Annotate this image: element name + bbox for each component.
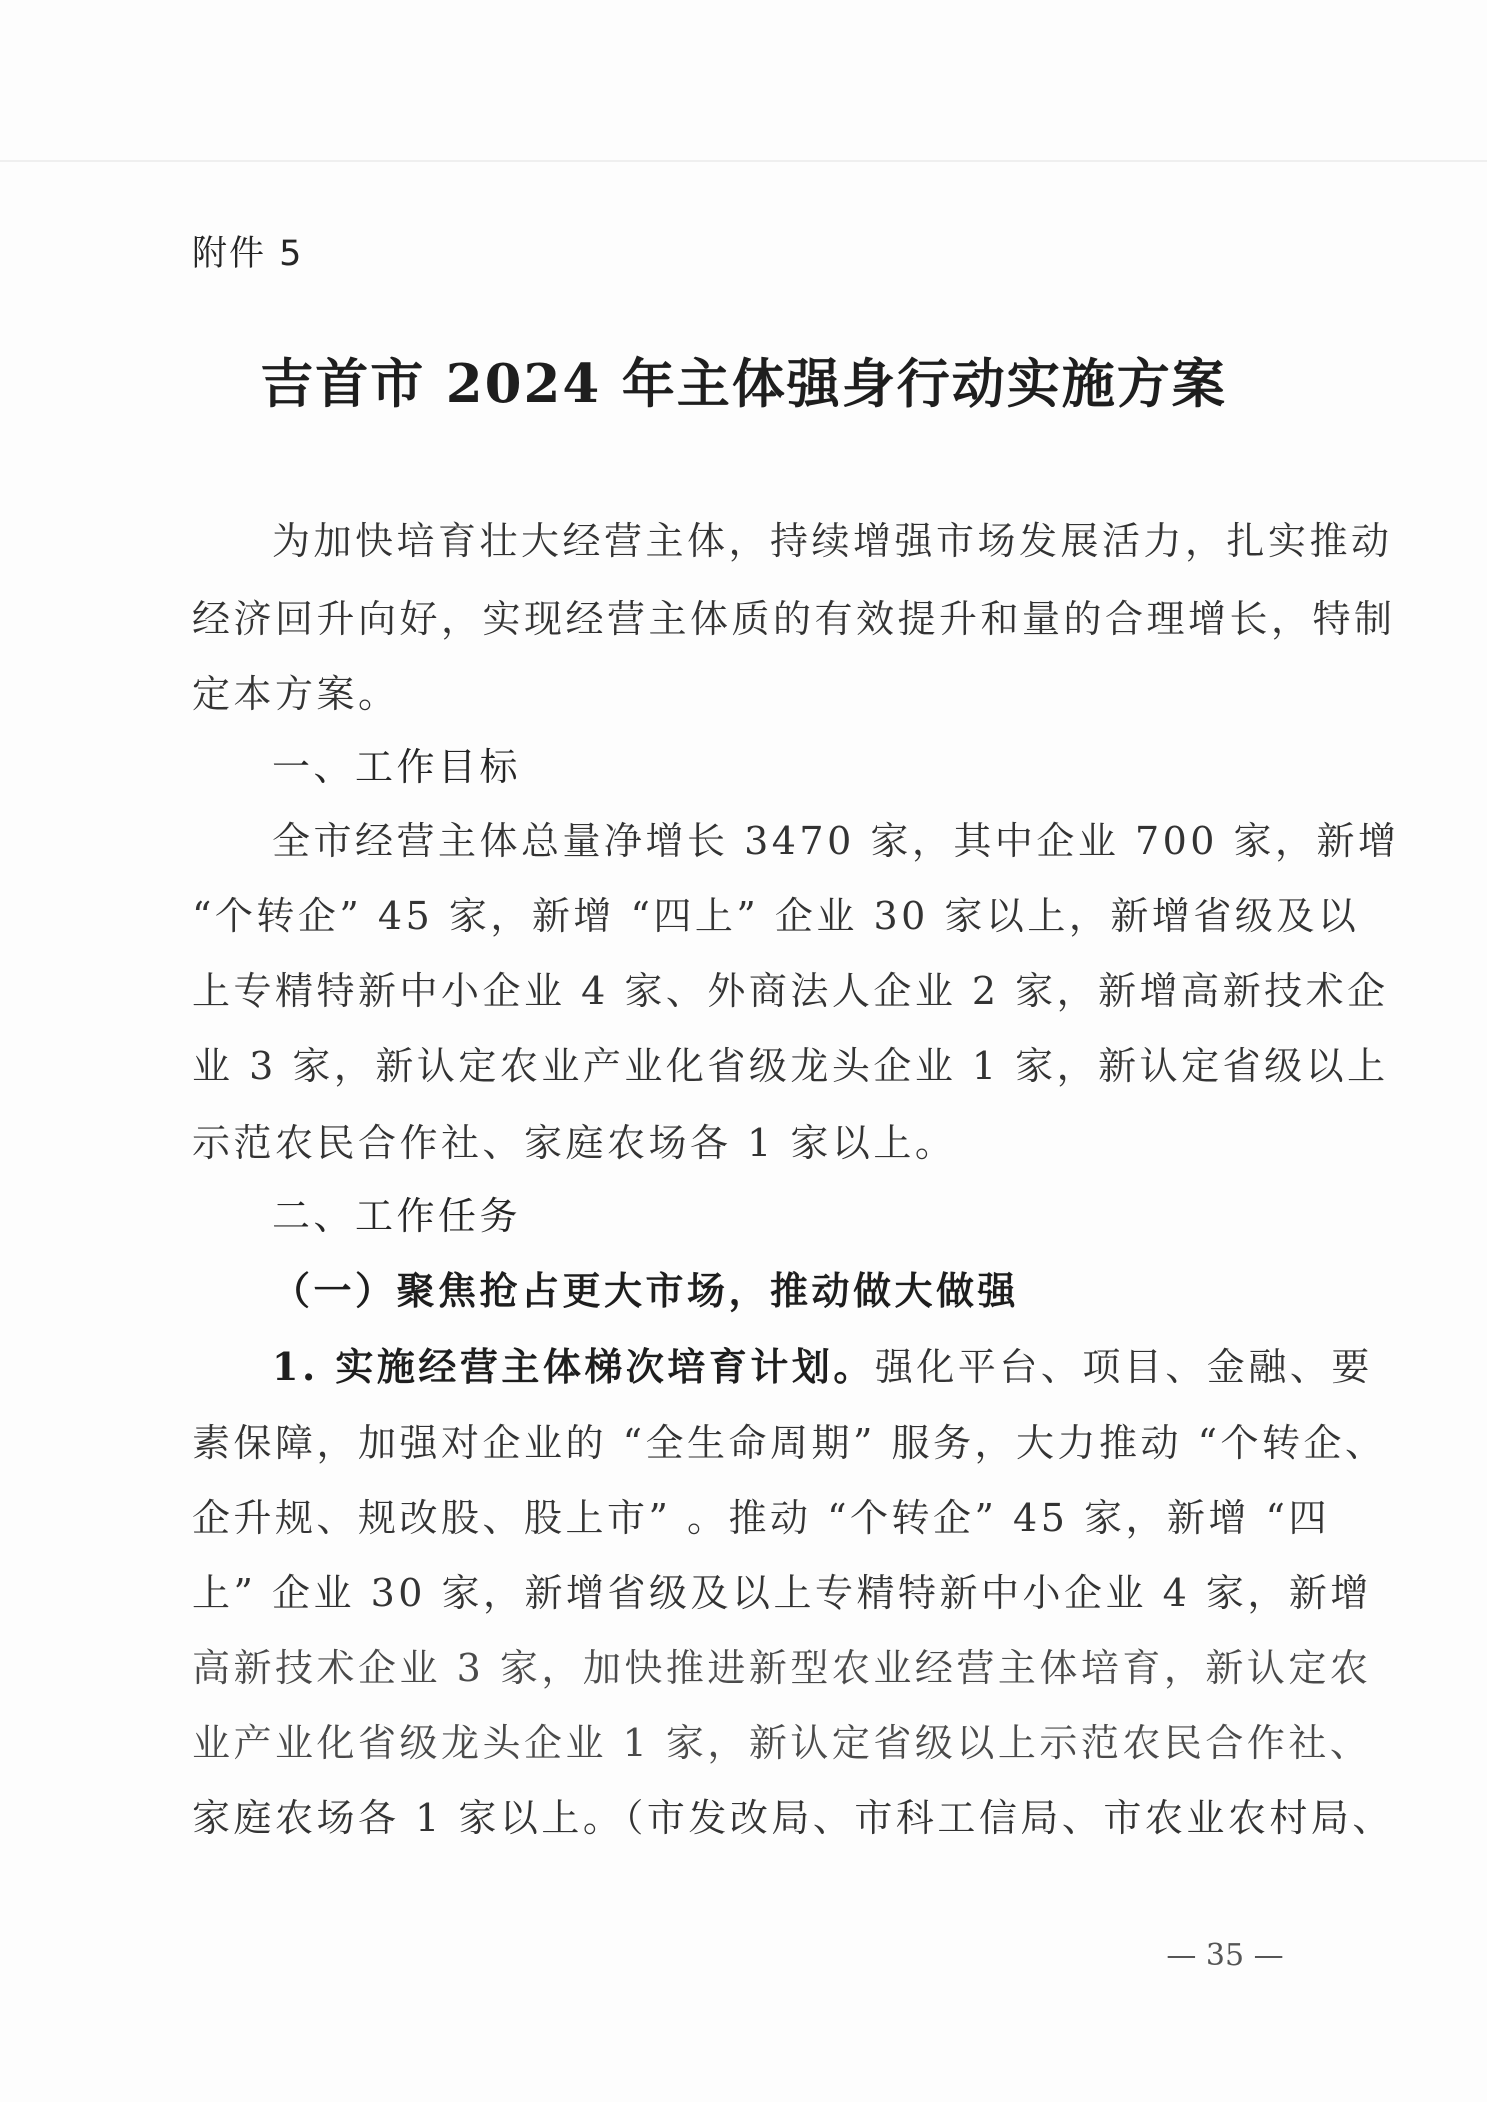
- section1-heading: 一、工作目标: [272, 745, 522, 789]
- section1-line-2: “个转企” 45 家，新增 “四上” 企业 30 家以上，新增省级及以: [192, 894, 1360, 938]
- item1-line-6: 业产业化省级龙头企业 1 家，新认定省级以上示范农民合作社、: [192, 1721, 1372, 1765]
- section2-subheading: （一）聚焦抢占更大市场，推动做大做强: [272, 1268, 1020, 1313]
- attachment-label: 附件 5: [192, 234, 304, 274]
- intro-line-1: 为加快培育壮大经营主体，持续增强市场发展活力，扎实推动: [272, 519, 1393, 563]
- section1-line-4: 业 3 家，新认定农业产业化省级龙头企业 1 家，新认定省级以上: [192, 1044, 1389, 1088]
- page-number: — 35 —: [1166, 1938, 1284, 1973]
- section2-heading: 二、工作任务: [272, 1194, 522, 1238]
- section1-line-3: 上专精特新中小企业 4 家、外商法人企业 2 家，新增高新技术企: [192, 969, 1389, 1013]
- intro-line-2: 经济回升向好，实现经营主体质的有效提升和量的合理增长，特制: [192, 597, 1396, 641]
- document-title: 吉首市 2024 年主体强身行动实施方案: [260, 353, 1227, 415]
- section1-line-1: 全市经营主体总量净增长 3470 家，其中企业 700 家，新增: [272, 819, 1400, 863]
- item1-lead: 1. 实施经营主体梯次培育计划。: [272, 1344, 875, 1389]
- item1-first-line: [272, 1336, 1373, 1391]
- item1-line-7: 家庭农场各 1 家以上。（市发改局、市科工信局、市农业农村局、: [192, 1796, 1394, 1840]
- item1-line-3: 企升规、规改股、股上市” 。推动 “个转企” 45 家，新增 “四: [192, 1496, 1330, 1540]
- section1-line-5: 示范农民合作社、家庭农场各 1 家以上。: [192, 1121, 957, 1165]
- item1-line-2: 素保障，加强对企业的 “全生命周期” 服务，大力推动 “个转企、: [192, 1421, 1387, 1465]
- item1-first-line-rest: 强化平台、项目、金融、要: [874, 1345, 1373, 1389]
- scan-edge-line: [0, 160, 1487, 162]
- intro-line-3: 定本方案。: [192, 672, 400, 716]
- item1-line-4: 上” 企业 30 家，新增省级及以上专精特新中小企业 4 家，新增: [192, 1571, 1372, 1615]
- item1-line-5: 高新技术企业 3 家，加快推进新型农业经营主体培育，新认定农: [192, 1646, 1372, 1690]
